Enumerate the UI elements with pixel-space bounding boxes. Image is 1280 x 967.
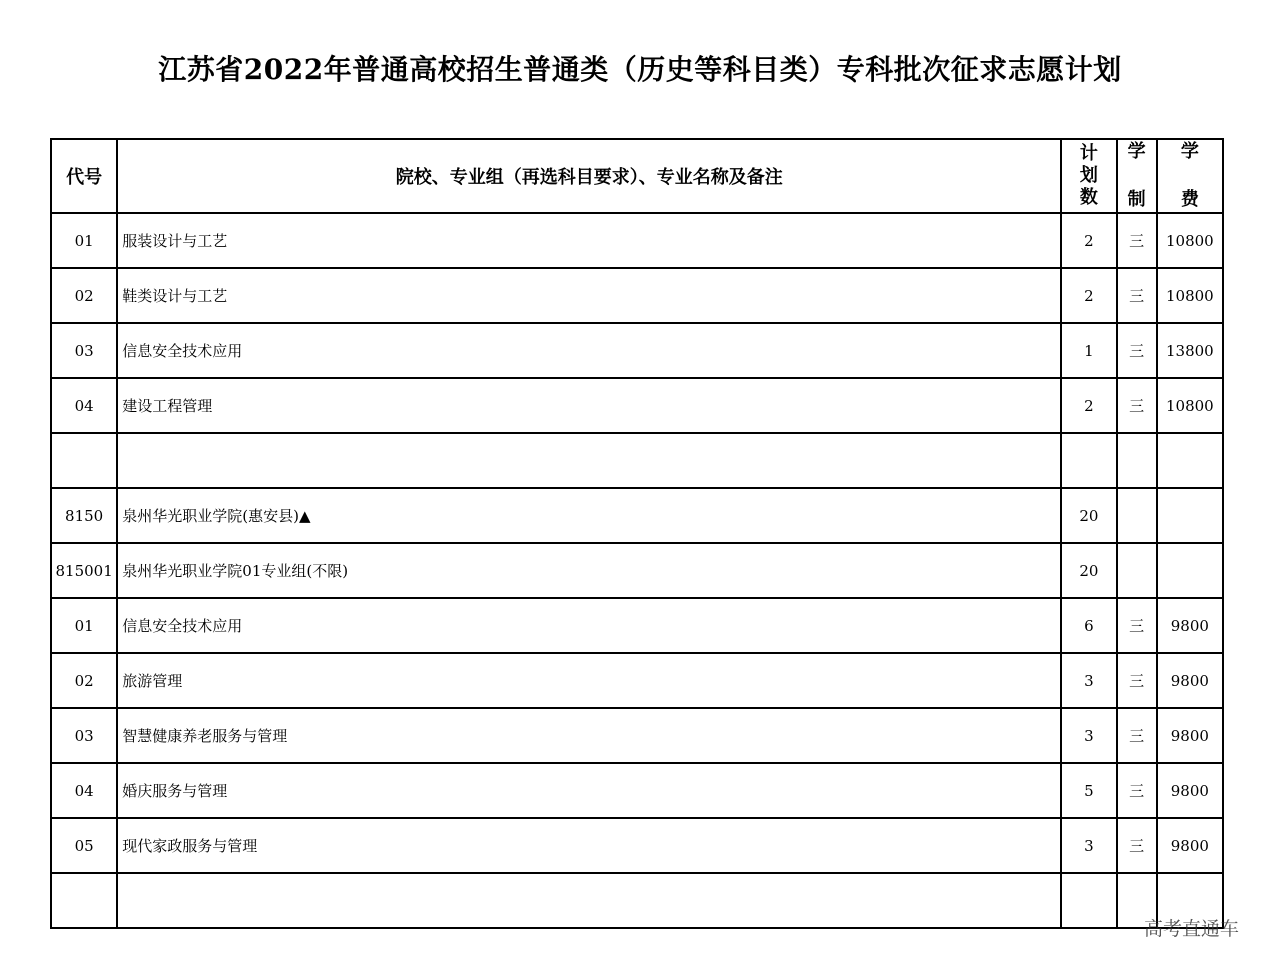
- cell-code: 01: [51, 598, 117, 653]
- cell-code: 05: [51, 818, 117, 873]
- cell-fee: 9800: [1157, 818, 1223, 873]
- cell-name: [117, 433, 1061, 488]
- header-fee-char: 费: [1180, 189, 1199, 210]
- cell-name: 旅游管理: [117, 653, 1061, 708]
- header-fee: [1157, 139, 1223, 213]
- cell-duration: 三: [1117, 268, 1157, 323]
- table-row-school: [51, 488, 1223, 543]
- cell-fee: [1157, 488, 1223, 543]
- header-duration-char: 学: [1127, 141, 1146, 162]
- header-duration-char: 制: [1127, 189, 1146, 210]
- cell-duration: [1117, 433, 1157, 488]
- cell-plan: 2: [1061, 268, 1116, 323]
- watermark: 高考直通车: [1144, 918, 1240, 940]
- header-code: 代号: [51, 139, 117, 213]
- table-row: [51, 653, 1223, 708]
- header-plan-char: 划: [1079, 165, 1098, 186]
- cell-plan: 6: [1061, 598, 1116, 653]
- cell-name: 建设工程管理: [117, 378, 1061, 433]
- header-name: 院校、专业组（再选科目要求）、专业名称及备注: [117, 139, 1061, 213]
- cell-duration: [1117, 488, 1157, 543]
- cell-code: [51, 873, 117, 928]
- cell-code: 04: [51, 763, 117, 818]
- cell-code: [51, 433, 117, 488]
- table-row: [51, 323, 1223, 378]
- table-row: [51, 378, 1223, 433]
- header-fee-char: 学: [1180, 141, 1199, 162]
- cell-code: 01: [51, 213, 117, 268]
- cell-name: 信息安全技术应用: [117, 323, 1061, 378]
- cell-fee: 10800: [1157, 268, 1223, 323]
- cell-plan: 20: [1061, 543, 1116, 598]
- table-row-empty: [51, 433, 1223, 488]
- cell-plan: 3: [1061, 818, 1116, 873]
- header-plan-char: 数: [1079, 187, 1098, 208]
- cell-duration: 三: [1117, 708, 1157, 763]
- cell-plan: 2: [1061, 378, 1116, 433]
- cell-plan: 20: [1061, 488, 1116, 543]
- cell-plan: 5: [1061, 763, 1116, 818]
- cell-code: 02: [51, 268, 117, 323]
- header-plan: [1061, 139, 1116, 213]
- header-duration: [1117, 139, 1157, 213]
- cell-name: [117, 873, 1061, 928]
- cell-code: 03: [51, 323, 117, 378]
- cell-plan: 2: [1061, 213, 1116, 268]
- cell-duration: [1117, 543, 1157, 598]
- cell-fee: 9800: [1157, 598, 1223, 653]
- table-row: [51, 213, 1223, 268]
- cell-duration: 三: [1117, 818, 1157, 873]
- cell-code: 02: [51, 653, 117, 708]
- table-row: [51, 763, 1223, 818]
- cell-code: 8150: [51, 488, 117, 543]
- cell-plan: 3: [1061, 653, 1116, 708]
- cell-duration: 三: [1117, 213, 1157, 268]
- table-row: [51, 598, 1223, 653]
- cell-name: 信息安全技术应用: [117, 598, 1061, 653]
- table-row: [51, 268, 1223, 323]
- cell-plan: 3: [1061, 708, 1116, 763]
- page-title: 江苏省2022年普通高校招生普通类（历史等科目类）专科批次征求志愿计划: [158, 53, 1122, 86]
- table-header-row: [51, 139, 1223, 213]
- cell-fee: 9800: [1157, 708, 1223, 763]
- table-row: [51, 708, 1223, 763]
- cell-duration: 三: [1117, 763, 1157, 818]
- table-row: [51, 818, 1223, 873]
- cell-name: 鞋类设计与工艺: [117, 268, 1061, 323]
- cell-name: 现代家政服务与管理: [117, 818, 1061, 873]
- cell-fee: [1157, 543, 1223, 598]
- table-row-empty: [51, 873, 1223, 928]
- cell-code: 03: [51, 708, 117, 763]
- cell-duration: 三: [1117, 598, 1157, 653]
- header-plan-char: 计: [1079, 143, 1098, 164]
- cell-plan: [1061, 433, 1116, 488]
- cell-name: 泉州华光职业学院(惠安县)▲: [117, 488, 1061, 543]
- cell-name: 智慧健康养老服务与管理: [117, 708, 1061, 763]
- table-row-group: [51, 543, 1223, 598]
- cell-duration: 三: [1117, 653, 1157, 708]
- cell-name: 泉州华光职业学院01专业组(不限): [117, 543, 1061, 598]
- cell-fee: 9800: [1157, 653, 1223, 708]
- cell-fee: 10800: [1157, 378, 1223, 433]
- cell-name: 婚庆服务与管理: [117, 763, 1061, 818]
- cell-fee: 10800: [1157, 213, 1223, 268]
- cell-duration: 三: [1117, 323, 1157, 378]
- cell-name: 服装设计与工艺: [117, 213, 1061, 268]
- cell-code: 04: [51, 378, 117, 433]
- cell-fee: 9800: [1157, 763, 1223, 818]
- cell-fee: [1157, 433, 1223, 488]
- cell-plan: [1061, 873, 1116, 928]
- cell-code: 815001: [51, 543, 117, 598]
- enrollment-plan-table: [50, 138, 1224, 929]
- cell-fee: 13800: [1157, 323, 1223, 378]
- cell-duration: 三: [1117, 378, 1157, 433]
- cell-plan: 1: [1061, 323, 1116, 378]
